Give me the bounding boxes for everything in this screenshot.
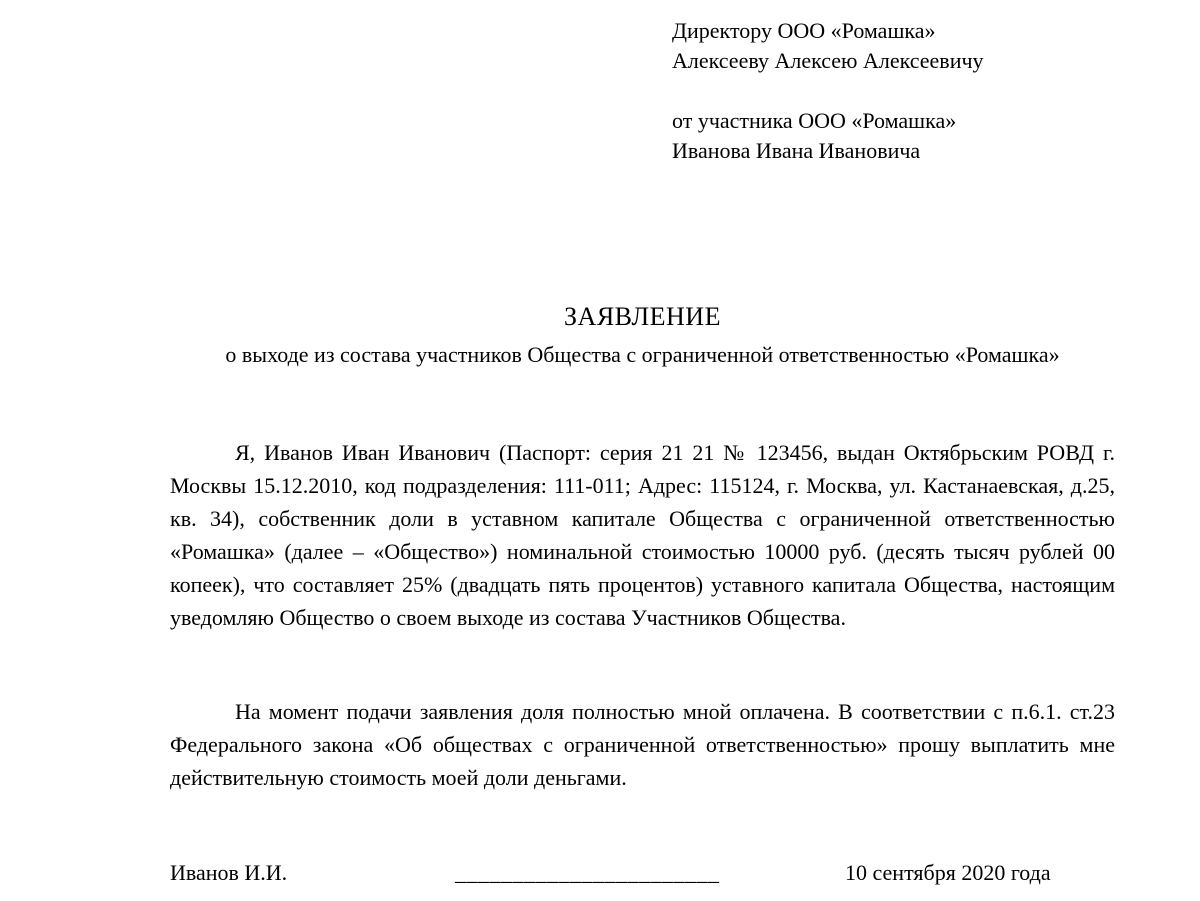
recipient-line-director-name: Алексееву Алексею Алексеевичу: [672, 48, 984, 73]
paragraph-withdrawal-notice: Я, Иванов Иван Иванович (Паспорт: серия 21 21 № 123456, выдан Октябрьским РОВД г. Москвы 15.12.2010, код подразделения: 111-011; Адрес: 115124, г. Москва, ул. Кастанаевская, д.25, кв. 34), собственник доли в уставном капитале Общества с ограниченной ответственностью «Ромашка» (далее – «Общество») номинальной стоимостью 10000 руб. (десять тысяч рублей 00 копеек), что составляет 25% (двадцать пять процентов) уставного капитала Общества, настоящим уведомляю Общество о своем выходе из состава Участников Общества.: [170, 440, 1115, 630]
document-subtitle: о выходе из состава участников Общества с ограниченной ответственностью «Ромашка»: [225, 342, 1060, 367]
sender-line-participant: от участника ООО «Ромашка»: [672, 108, 957, 133]
sender-line-participant-name: Иванова Ивана Ивановича: [672, 138, 921, 163]
recipient-line-director: Директору ООО «Ромашка»: [672, 18, 936, 43]
signature-date: 10 сентября 2020 года: [845, 860, 1051, 885]
recipient-block: [672, 16, 984, 166]
signature-blank-line: _______________________: [455, 860, 720, 885]
recipient-gap: [672, 76, 984, 106]
document-title: ЗАЯВЛЕНИЕ: [564, 302, 721, 331]
paragraph-payment-request: На момент подачи заявления доля полностью мной оплачена. В соответствии с п.6.1. ст.23 Федерального закона «Об обществах с ограниченной ответственностью» прошу выплатить мне действительную стоимость моей доли деньгами.: [170, 699, 1115, 790]
signature-name: Иванов И.И.: [170, 860, 288, 885]
